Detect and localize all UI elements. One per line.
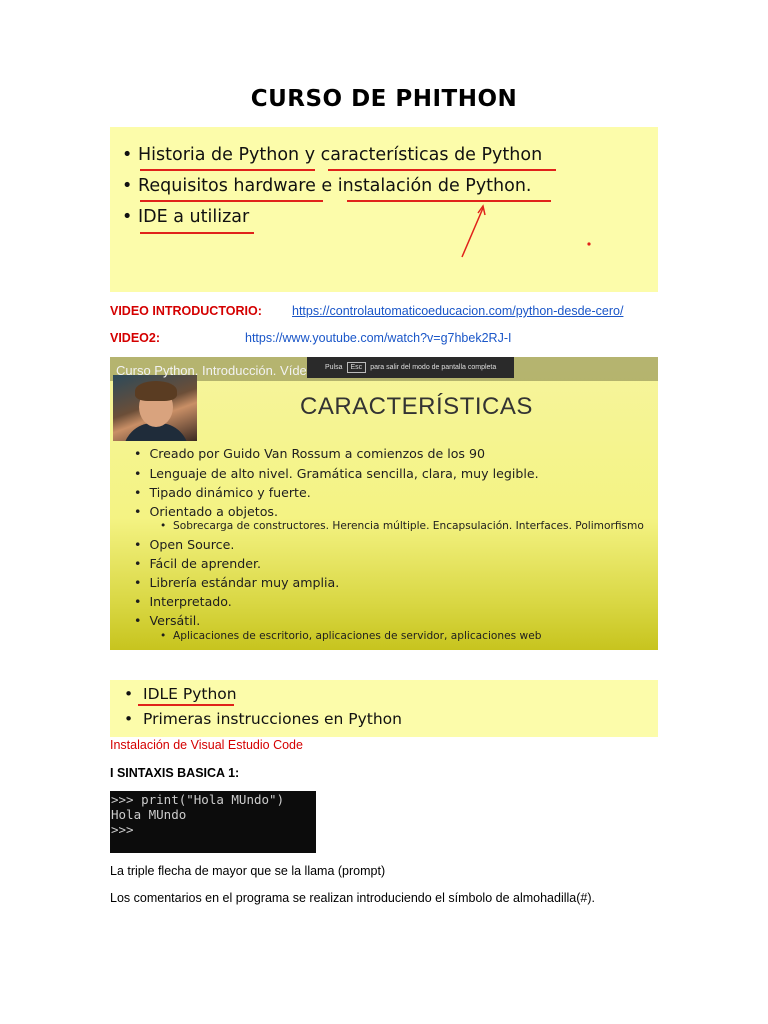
- terminal-line: >>> print("Hola MUndo"): [111, 792, 285, 807]
- esc-key: Esc: [347, 362, 367, 373]
- slide-bullet: • IDE a utilizar: [122, 207, 250, 227]
- video-bullet: • Versátil.: [134, 613, 201, 628]
- underline-mark: [138, 704, 234, 706]
- fullscreen-exit-banner: Pulsa Esc para salir del modo de pantalla completa: [307, 357, 514, 378]
- terminal-line: >>>: [111, 822, 134, 837]
- underline-mark: [328, 169, 556, 171]
- bullet-icon: •: [124, 710, 134, 728]
- underline-mark: [140, 169, 315, 171]
- video-sub-bullet: • Aplicaciones de escritorio, aplicaciones de servidor, aplicaciones web: [160, 630, 542, 642]
- install-vscode-link[interactable]: Instalación de Visual Estudio Code: [110, 738, 303, 752]
- video-bullet: • Interpretado.: [134, 594, 232, 609]
- paragraph: Los comentarios en el programa se realizan introduciendo el símbolo de almohadilla(#).: [110, 891, 595, 905]
- slide-image-intro: [110, 127, 658, 292]
- presenter-avatar: [113, 375, 197, 441]
- video-bullet: • Lenguaje de alto nivel. Gramática sencilla, clara, muy legible.: [134, 466, 539, 481]
- video-bullet: • Open Source.: [134, 537, 235, 552]
- video-heading: CARACTERÍSTICAS: [300, 393, 533, 420]
- slide-bullet: • Primeras instrucciones en Python: [124, 710, 402, 728]
- bullet-icon: •: [122, 176, 133, 196]
- video2-label: VIDEO2:: [110, 331, 161, 345]
- slide-image-idle: [110, 680, 658, 737]
- video-bullet: • Librería estándar muy amplia.: [134, 575, 340, 590]
- video-bullet: • Tipado dinámico y fuerte.: [134, 485, 311, 500]
- bullet-icon: •: [124, 685, 134, 703]
- bullet-icon: •: [122, 145, 133, 165]
- arrow-annotation-icon: [450, 201, 600, 261]
- underline-mark: [140, 200, 323, 202]
- terminal-line: Hola MUndo: [111, 807, 187, 822]
- video-player[interactable]: [110, 357, 658, 650]
- underline-mark: [140, 232, 254, 234]
- slide-bullet: • Requisitos hardware e instalación de Python.: [122, 176, 532, 196]
- video-intro-label: VIDEO INTRODUCTORIO:: [110, 304, 262, 318]
- video-title[interactable]: Curso Python. Introducción. Víde: [116, 363, 307, 378]
- video-bullet: • Creado por Guido Van Rossum a comienzos de los 90: [134, 446, 485, 461]
- video2-link[interactable]: https://www.youtube.com/watch?v=g7hbek2RJ-I: [245, 331, 512, 345]
- paragraph: La triple flecha de mayor que se la llama (prompt): [110, 864, 386, 878]
- bullet-icon: •: [122, 207, 133, 227]
- slide-bullet: • Historia de Python y características de Python: [122, 145, 543, 165]
- slide-bullet: • IDLE Python: [124, 685, 237, 703]
- section-heading: I SINTAXIS BASICA 1:: [110, 766, 240, 780]
- video-sub-bullet: • Sobrecarga de constructores. Herencia múltiple. Encapsulación. Interfaces. Polimorfismo: [160, 520, 644, 532]
- video-bullet: • Fácil de aprender.: [134, 556, 262, 571]
- document-title: CURSO DE PHITHON: [250, 86, 518, 112]
- terminal-screenshot: [110, 791, 316, 853]
- video-intro-link[interactable]: https://controlautomaticoeducacion.com/python-desde-cero/: [292, 304, 624, 318]
- video-bullet: • Orientado a objetos.: [134, 504, 278, 519]
